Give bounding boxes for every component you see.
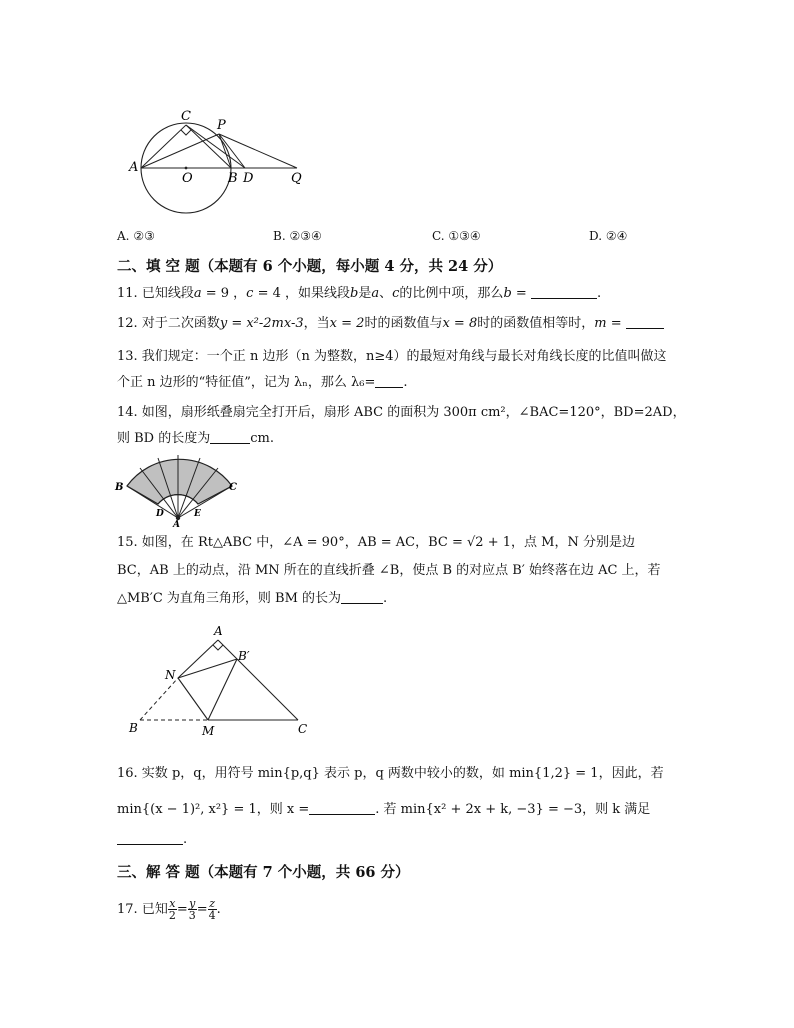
answer-options bbox=[117, 229, 677, 247]
question-14-line1: 14. 如图，扇形纸叠扇完全打开后，扇形 ABC 的面积为 300π cm²，∠BAC=120°，BD=2AD， bbox=[117, 405, 686, 420]
folding-fan-figure bbox=[112, 454, 244, 528]
fraction-y-3: $\frac{y}{3}$ bbox=[188, 897, 196, 922]
answer-blank[interactable] bbox=[626, 315, 664, 329]
section2-heading: 二、填 空 题（本题有 6 个小题，每小题 4 分，共 24 分） bbox=[117, 258, 503, 275]
question-12: 12. 对于二次函数y = x²-2mx-3，当x = 2时的函数值与x = 8时的函数值相等时，m = bbox=[117, 315, 664, 333]
answer-blank[interactable] bbox=[210, 430, 250, 444]
label-Q: Q bbox=[291, 171, 302, 186]
folded-triangle-figure bbox=[120, 622, 320, 742]
line-AC bbox=[218, 640, 298, 720]
fraction-z-4: $\frac{z}{4}$ bbox=[208, 897, 216, 922]
right-angle-mark bbox=[181, 130, 191, 135]
label-D: D bbox=[243, 171, 254, 186]
option-b: B. ②③④ bbox=[273, 229, 322, 243]
label-B-prime: B′ bbox=[238, 649, 250, 663]
answer-blank[interactable] bbox=[341, 590, 383, 604]
line-MB1 bbox=[208, 659, 237, 720]
line-CD bbox=[186, 125, 245, 168]
label-A: A bbox=[173, 520, 180, 528]
question-11: 11. 已知线段a = 9 ，c = 4 ，如果线段b是a、c的比例中项，那么b = . bbox=[117, 286, 602, 301]
label-P: P bbox=[217, 118, 226, 133]
question-17: 17. 已知 $\frac{x}{2}$ = $\frac{y}{3}$ = $\frac{z}{4}$ . bbox=[117, 897, 221, 922]
question-15-line1: 15. 如图，在 Rt△ABC 中，∠A = 90°，AB = AC，BC = √2 + 1，点 M，N 分别是边 bbox=[117, 535, 635, 550]
label-B: B bbox=[129, 721, 138, 735]
question-16-line3: . bbox=[117, 831, 187, 849]
label-B: B bbox=[228, 171, 238, 186]
answer-blank[interactable] bbox=[375, 374, 403, 388]
line-BN-dashed bbox=[140, 678, 178, 720]
section3-heading: 三、解 答 题（本题有 7 个小题，共 66 分） bbox=[117, 864, 410, 881]
line-NB1 bbox=[178, 659, 237, 678]
line-AP bbox=[141, 134, 219, 168]
label-O: O bbox=[182, 171, 193, 186]
label-D: D bbox=[156, 509, 164, 519]
right-angle-mark bbox=[213, 645, 223, 650]
answer-blank[interactable] bbox=[531, 285, 597, 299]
label-C: C bbox=[298, 722, 308, 736]
question-14-line2: 则 BD 的长度为 cm. bbox=[117, 431, 274, 446]
line-PD bbox=[219, 134, 245, 168]
label-A: A bbox=[129, 160, 139, 175]
option-a: A. ②③ bbox=[117, 229, 155, 243]
line-AC bbox=[141, 125, 186, 168]
question-13-line2: 个正 n 边形的“特征值”，记为 λₙ，那么 λ₆= . bbox=[117, 375, 408, 390]
option-c: C. ①③④ bbox=[432, 229, 481, 243]
label-N: N bbox=[165, 668, 176, 682]
line-NA bbox=[178, 640, 218, 678]
fan-paper-region bbox=[127, 459, 232, 504]
circle-geometry-figure bbox=[125, 105, 315, 217]
center-dot bbox=[185, 167, 188, 170]
line-NM bbox=[178, 678, 208, 720]
label-M: M bbox=[202, 724, 215, 738]
question-15-line2: BC，AB 上的动点，沿 MN 所在的直线折叠 ∠B，使点 B 的对应点 B′ 始终落在边 AC 上，若 bbox=[117, 563, 661, 578]
option-d: D. ②④ bbox=[589, 229, 628, 243]
answer-blank[interactable] bbox=[117, 831, 183, 845]
question-16-line1: 16. 实数 p，q，用符号 min{p,q} 表示 p，q 两数中较小的数，如 min{1,2} = 1，因此，若 bbox=[117, 766, 664, 781]
answer-blank[interactable] bbox=[309, 801, 375, 815]
label-B: B bbox=[115, 482, 124, 493]
label-C: C bbox=[229, 482, 237, 493]
label-C: C bbox=[181, 109, 191, 124]
question-16-line2: min{(x − 1)², x²} = 1，则 x = . 若 min{x² + 2x + k, −3} = −3，则 k 满足 bbox=[117, 802, 651, 817]
question-15-line3: △MB′C 为直角三角形，则 BM 的长为 . bbox=[117, 591, 388, 606]
label-A: A bbox=[214, 624, 223, 638]
fraction-x-2: $\frac{x}{2}$ bbox=[168, 897, 176, 922]
question-13-line1: 13. 我们规定：一个正 n 边形（n 为整数，n≥4）的最短对角线与最长对角线长度的比值叫做这 bbox=[117, 349, 667, 364]
label-E: E bbox=[194, 509, 201, 519]
